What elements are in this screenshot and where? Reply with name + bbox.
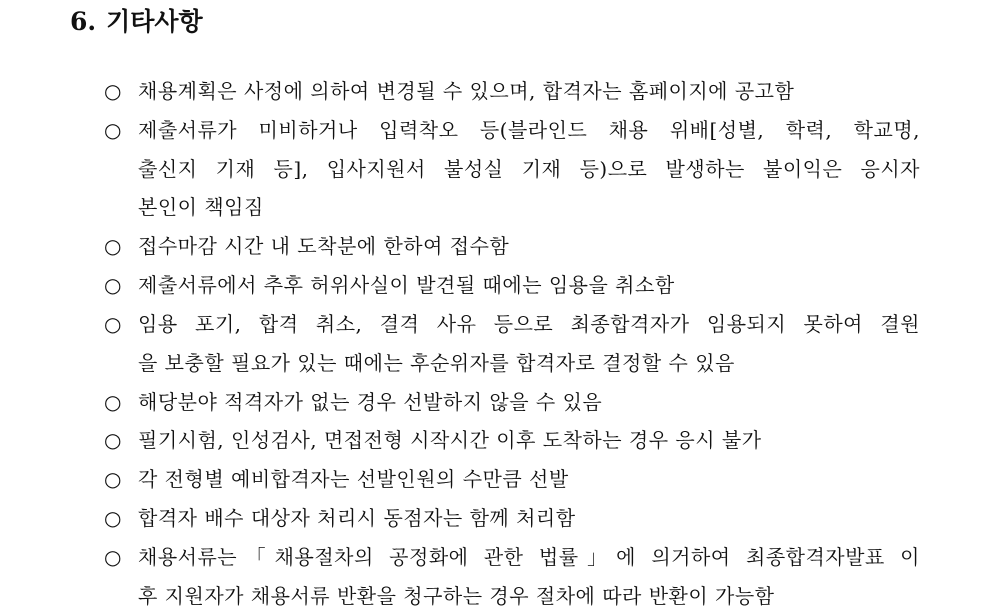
item-line: 해당분야 적격자가 없는 경우 선발하지 않을 수 있음 <box>138 390 603 414</box>
bullet-circle-icon: ○ <box>104 234 122 258</box>
list-item <box>104 266 934 305</box>
bullet-circle-icon: ○ <box>104 118 122 142</box>
item-line: 임용 포기, 합격 취소, 결격 사유 등으로 최종합격자가 임용되지 못하여 결원 <box>138 312 920 336</box>
list-item <box>104 227 934 266</box>
list-item <box>104 72 934 111</box>
item-line: 채용계획은 사정에 의하여 변경될 수 있으며, 합격자는 홈페이지에 공고함 <box>138 79 795 103</box>
bullet-circle-icon: ○ <box>104 428 122 452</box>
bullet-circle-icon: ○ <box>104 312 122 336</box>
item-line: 제출서류가 미비하거나 입력착오 등(블라인드 채용 위배[성별, 학력, 학교명, <box>138 118 920 142</box>
item-line: 출신지 기재 등], 입사지원서 불성실 기재 등)으로 발생하는 불이익은 응시자 <box>138 156 920 181</box>
item-line: 각 전형별 예비합격자는 선발인원의 수만큼 선발 <box>138 467 569 491</box>
list-item <box>104 421 934 460</box>
bullet-circle-icon: ○ <box>104 390 122 414</box>
section-number: 6. <box>70 7 97 36</box>
list-item <box>104 460 934 499</box>
item-line: 제출서류에서 추후 허위사실이 발견될 때에는 임용을 취소함 <box>138 273 675 297</box>
list-item <box>104 383 934 422</box>
bullet-circle-icon: ○ <box>104 545 122 569</box>
item-line: 후 지원자가 채용서류 반환을 청구하는 경우 절차에 따라 반환이 가능함 <box>138 583 775 608</box>
bullet-circle-icon: ○ <box>104 506 122 530</box>
item-line: 채용서류는「채용절차의 공정화에 관한 법률」에 의거하여 최종합격자발표 이 <box>138 545 920 569</box>
item-line: 필기시험, 인성검사, 면접전형 시작시간 이후 도착하는 경우 응시 불가 <box>138 428 762 452</box>
list-item <box>104 538 934 615</box>
bullet-circle-icon: ○ <box>104 79 122 103</box>
section-title: 기타사항 <box>106 7 203 36</box>
list-item <box>104 499 934 538</box>
section-heading <box>70 2 203 42</box>
bullet-circle-icon: ○ <box>104 467 122 491</box>
bullet-circle-icon: ○ <box>104 273 122 297</box>
item-line: 합격자 배수 대상자 처리시 동점자는 함께 처리함 <box>138 506 576 530</box>
list-item <box>104 111 934 227</box>
item-line: 본인이 책임짐 <box>138 195 264 219</box>
list-item <box>104 305 934 382</box>
item-line: 접수마감 시간 내 도착분에 한하여 접수함 <box>138 234 510 258</box>
item-line: 을 보충할 필요가 있는 때에는 후순위자를 합격자로 결정할 수 있음 <box>138 350 735 375</box>
